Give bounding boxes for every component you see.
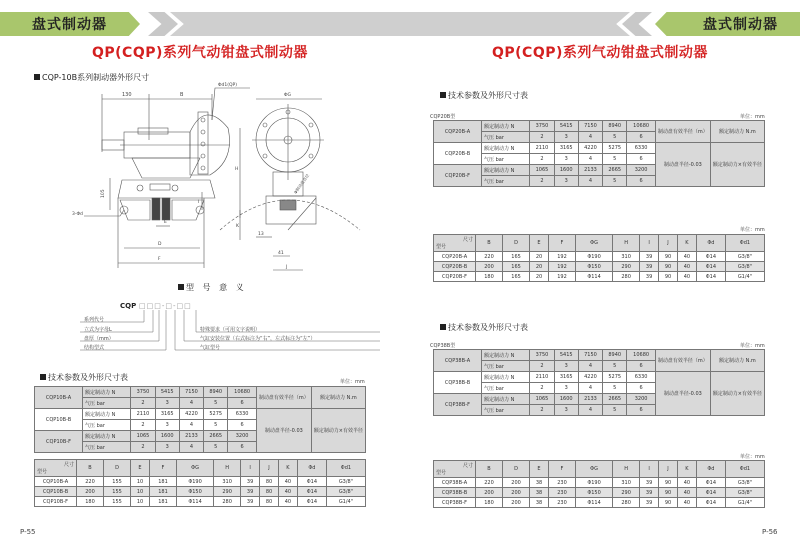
spec-table-38b: CQP38B-A 额定制动力 N 3750 5415 7150 8940 10680 制动盘有效半径（m） 额定制动力 N.m 气压 bar 2 3 4 5 6 CQP38B-B 额定制动力 N 2110 3165 4220 5275 6330 制动盘半径-0.03 额定制动力×有效半径 气压 bar 2 3 4 5 6 CQP38B-F 额定制动力 N 1065 1600 2133 2665 3200 气压 bar 2 3 4 5 6 xyxy=(433,349,765,416)
brake-drawing xyxy=(60,80,380,280)
table-row: CQP10B-A 220 155 10 181 Φ190 310 39 80 40 Φ14 G3/8" xyxy=(35,477,366,487)
chevron-left-icon xyxy=(622,12,652,36)
svg-text:E: E xyxy=(164,220,167,225)
svg-text:3-Φd: 3-Φd xyxy=(72,212,83,217)
chevron-right-icon xyxy=(148,12,178,36)
series-label-38b: CQP38B型 xyxy=(430,343,456,349)
table-row: CQP38B-F 180 200 38 230 Φ114 280 39 90 40 Φ14 G1/4" xyxy=(434,498,765,508)
model-item-series: 系列代号 xyxy=(84,317,105,323)
svg-text:F: F xyxy=(158,257,161,262)
page-number: P-55 xyxy=(20,528,36,536)
model-item-thickness: 盘厚（mm） xyxy=(84,336,114,342)
page-number: P-56 xyxy=(762,528,778,536)
model-code-pattern: □□□-□-□□ xyxy=(139,302,192,310)
model-meaning-lines xyxy=(80,308,380,358)
svg-text:B: B xyxy=(180,92,184,98)
table-row: CQP20B-B 200 165 20 192 Φ150 290 39 90 40 Φ14 G3/8" xyxy=(434,262,765,272)
bullet-square-icon xyxy=(34,74,40,80)
model-meaning-title: 型 号 意 义 xyxy=(178,282,247,293)
dim-unit-label: 单位：mm xyxy=(740,454,765,460)
header-band-grey xyxy=(400,12,630,36)
bullet-square-icon xyxy=(440,92,446,98)
spec-title-38b: 技术参数及外形尺寸表 xyxy=(440,322,528,333)
model-item-cylinder-model: 气缸型号 xyxy=(200,345,221,351)
svg-text:41: 41 xyxy=(278,251,284,256)
svg-text:D: D xyxy=(158,242,162,247)
model-item-cylinder-pos: 气缸安装位置（右式标注为“右”，左式标注为“左”） xyxy=(200,336,316,342)
category-title: 盘式制动器 xyxy=(703,17,778,33)
table-row: CQP38B-B 200 200 38 230 Φ150 290 39 90 40 Φ14 G3/8" xyxy=(434,488,765,498)
dimension-table-38b: 尺寸 型号 B D E F ΦG H I J K Φd Φd1 CQP38B-A 220 200 38 230 Φ190 310 39 90 40 Φ14 G3/8" CQP38B-B 200 200 38 230 Φ150 290 39 90 40 Φ14 G3/8" CQP38B-F 180 200 38 230 Φ114 280 39 90 40 Φ14 G1/4" xyxy=(433,460,765,508)
drawing-title: CQP-10B系列制动器外形尺寸 xyxy=(34,72,149,83)
svg-text:J: J xyxy=(286,265,288,270)
dimension-table-20b: 尺寸 型号 B D E F ΦG H I J K Φd Φd1 CQP20B-A 220 165 20 192 Φ190 310 39 90 40 Φ14 G3/8" CQP20B-B 200 165 20 192 Φ150 290 39 90 40 Φ14 G3/8" CQP20B-F 180 165 20 192 Φ114 280 39 90 40 Φ14 G1/4" xyxy=(433,234,765,282)
spec-table-20b: CQP20B-A 额定制动力 N 3750 5415 7150 8940 10680 制动盘有效半径（m） 额定制动力 N.m 气压 bar 2 3 4 5 6 CQP20B-B 额定制动力 N 2110 3165 4220 5275 6330 制动盘半径-0.03 额定制动力×有效半径 气压 bar 2 3 4 5 6 CQP20B-F 额定制动力 N 1065 1600 2133 2665 3200 气压 bar 2 3 4 5 6 xyxy=(433,120,765,187)
table-row: CQP10B-B 200 155 10 181 Φ150 290 39 80 40 Φ14 G3/8" xyxy=(35,487,366,497)
table-row: CQP38B-A 220 200 38 230 Φ190 310 39 90 40 Φ14 G3/8" xyxy=(434,478,765,488)
svg-text:130: 130 xyxy=(122,92,132,98)
bullet-square-icon xyxy=(178,284,184,290)
svg-text:13: 13 xyxy=(258,232,264,237)
spec-title: 技术参数及外形尺寸表 xyxy=(40,372,128,383)
spec-title-20b: 技术参数及外形尺寸表 xyxy=(440,90,528,101)
dim-unit-label: 单位：mm xyxy=(740,227,765,233)
svg-text:Φd1(QP): Φd1(QP) xyxy=(218,83,238,88)
table-row: CQP10B-F 180 155 10 181 Φ114 280 39 80 40 Φ14 G1/4" xyxy=(35,497,366,507)
unit-label: 单位：mm xyxy=(740,343,765,349)
model-item-vertical: 立式为字母L xyxy=(84,327,112,333)
model-item-structure: 结构型式 xyxy=(84,345,105,351)
svg-text:H: H xyxy=(235,167,239,172)
category-title: 盘式制动器 xyxy=(32,17,107,33)
svg-text:I: I xyxy=(198,200,200,205)
unit-label: 单位：mm xyxy=(740,114,765,120)
table-row: CQP20B-A 220 165 20 192 Φ190 310 39 90 40 Φ14 G3/8" xyxy=(434,252,765,262)
dimension-table: 尺寸 型号 B D E F ΦG H I J K Φd Φd1 CQP10B-A 220 155 10 181 Φ190 310 39 80 40 Φ14 G3/8" CQP10B-B 200 155 10 181 Φ150 290 39 80 40 Φ14 G3/8" CQP10B-F 180 155 10 181 Φ114 280 39 80 40 Φ14 G1/4" xyxy=(34,459,366,507)
page-title: QP(CQP)系列气动钳盘式制动器 xyxy=(492,45,708,61)
model-code: CQP xyxy=(120,302,137,310)
right-page xyxy=(400,0,800,546)
page-title: QP(CQP)系列气动钳盘式制动器 xyxy=(92,45,308,61)
bullet-square-icon xyxy=(40,374,46,380)
model-item-special: 特殊要求（可用文字说明） xyxy=(200,327,261,333)
svg-text:105: 105 xyxy=(101,189,106,198)
svg-text:Φ制动盘直径: Φ制动盘直径 xyxy=(292,172,311,195)
table-row: CQP20B-F 180 165 20 192 Φ114 280 39 90 40 Φ14 G1/4" xyxy=(434,272,765,282)
spec-table: CQP10B-A 额定制动力 N 3750 5415 7150 8940 10680 制动盘有效半径（m） 额定制动力 N.m 气压 bar 2 3 4 5 6 CQP10B-B 额定制动力 N 2110 3165 4220 5275 6330 制动盘半径-0.03 额定制动力×有效半径 气压 bar 2 3 4 5 6 CQP10B-F 额定制动力 N 1065 1600 2133 2665 3200 气压 bar 2 3 4 5 6 xyxy=(34,386,366,453)
svg-text:ΦG: ΦG xyxy=(284,93,292,98)
header-band-grey xyxy=(170,12,400,36)
svg-text:K: K xyxy=(236,224,239,229)
unit-label: 单位：mm xyxy=(340,379,365,385)
series-label-20b: CQP20B型 xyxy=(430,114,456,120)
bullet-square-icon xyxy=(440,324,446,330)
